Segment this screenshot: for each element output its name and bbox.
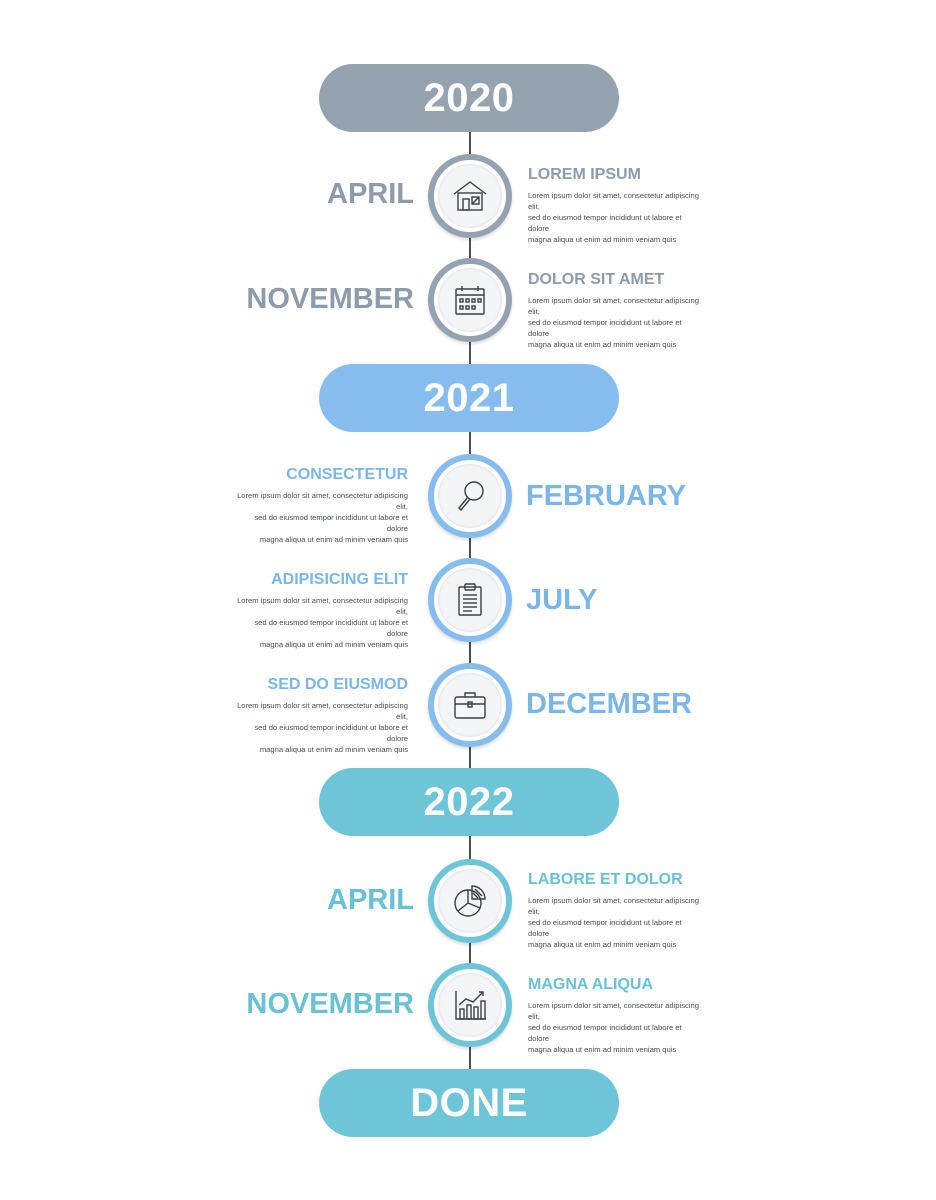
event-text-line: magna aliqua ut enim ad minim veniam quis [528,1045,677,1054]
house-icon [450,176,490,216]
event-month: FEBRUARY [526,480,687,512]
event-description [528,871,703,950]
milestone-2022 [319,768,619,836]
event-text-line: Lorem ipsum dolor sit amet, consectetur adipiscing elit, [528,296,699,316]
event-title: MAGNA ALIQUA [528,976,654,993]
event-month: JULY [526,584,598,616]
event-text-line: sed do eiusmod tempor incididunt ut labore et dolore [254,618,408,638]
milestone-done [319,1069,619,1137]
event-text-line: sed do eiusmod tempor incididunt ut labore et dolore [254,513,408,533]
milestone-label: DONE [410,1080,528,1125]
event-text-line: Lorem ipsum dolor sit amet, consectetur adipiscing elit, [237,491,408,511]
event-text-line: Lorem ipsum dolor sit amet, consectetur adipiscing elit, [237,596,408,616]
briefcase-icon [450,685,490,725]
milestone-2020 [319,64,619,132]
event-title: LABORE ET DOLOR [528,871,683,888]
event-text-line: magna aliqua ut enim ad minim veniam quis [528,340,677,349]
event-text-line: magna aliqua ut enim ad minim veniam quis [528,940,677,949]
event-text-line: sed do eiusmod tempor incididunt ut labore et dolore [528,918,682,938]
event-text-line: magna aliqua ut enim ad minim veniam quis [259,535,408,544]
event-month: NOVEMBER [246,283,414,315]
event-description [233,676,408,755]
event-month: NOVEMBER [246,988,414,1020]
milestone-label: 2021 [423,375,515,420]
event-month: APRIL [327,884,414,916]
event-month: APRIL [327,178,414,210]
event-node [428,558,512,642]
event-month: DECEMBER [526,688,692,720]
event-node [428,963,512,1047]
event-node [428,859,512,943]
event-text-line: sed do eiusmod tempor incididunt ut labore et dolore [528,213,682,233]
milestone-2021 [319,364,619,432]
event-text-line: sed do eiusmod tempor incididunt ut labore et dolore [528,1023,682,1043]
event-description [528,271,703,350]
event-title: LOREM IPSUM [528,166,641,183]
event-text-line: magna aliqua ut enim ad minim veniam quis [259,745,408,754]
pie-chart-icon [450,881,490,921]
event-node [428,258,512,342]
event-description [233,571,408,650]
event-text-line: Lorem ipsum dolor sit amet, consectetur adipiscing elit, [528,191,699,211]
event-text-line: Lorem ipsum dolor sit amet, consectetur adipiscing elit, [237,701,408,721]
event-text-line: magna aliqua ut enim ad minim veniam quis [528,235,677,244]
magnifier-icon [450,476,490,516]
growth-chart-icon [450,985,490,1025]
event-title: CONSECTETUR [286,466,408,483]
event-text-line: Lorem ipsum dolor sit amet, consectetur adipiscing elit, [528,896,699,916]
event-description [528,976,703,1055]
event-description [233,466,408,545]
event-node [428,154,512,238]
event-text-line: Lorem ipsum dolor sit amet, consectetur adipiscing elit, [528,1001,699,1021]
clipboard-icon [450,580,490,620]
event-description [528,166,703,245]
calendar-icon [450,280,490,320]
event-title: ADIPISICING ELIT [271,571,408,588]
event-node [428,454,512,538]
event-title: DOLOR SIT AMET [528,271,665,288]
milestone-label: 2020 [423,75,515,120]
milestone-label: 2022 [423,779,515,824]
event-text-line: magna aliqua ut enim ad minim veniam quis [259,640,408,649]
event-text-line: sed do eiusmod tempor incididunt ut labore et dolore [254,723,408,743]
event-title: SED DO EIUSMOD [267,676,408,693]
event-text-line: sed do eiusmod tempor incididunt ut labore et dolore [528,318,682,338]
event-node [428,663,512,747]
